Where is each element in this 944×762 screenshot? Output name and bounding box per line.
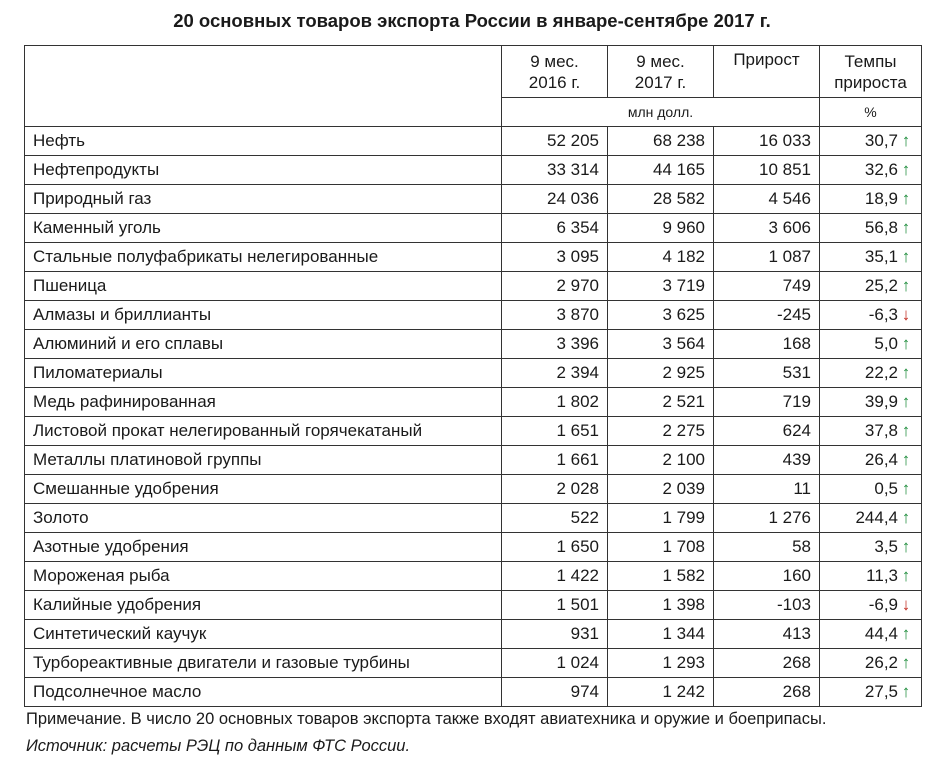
header-rate-line2: прироста — [834, 72, 907, 92]
table-row — [25, 446, 922, 475]
rate-value: 5,0 — [874, 334, 898, 353]
table-row — [25, 591, 922, 620]
value-rate — [820, 446, 922, 475]
product-name: Смешанные удобрения — [25, 475, 502, 504]
value-2016: 2 028 — [502, 475, 608, 504]
header-rate — [820, 46, 922, 98]
value-rate — [820, 272, 922, 301]
table-row — [25, 243, 922, 272]
value-growth: 1 087 — [714, 243, 820, 272]
arrow-up-icon: ↑ — [901, 421, 911, 440]
value-2016: 1 651 — [502, 417, 608, 446]
header-2017-line1: 9 мес. — [636, 51, 685, 71]
product-name: Каменный уголь — [25, 214, 502, 243]
value-rate — [820, 185, 922, 214]
header-name-cell — [25, 46, 502, 127]
table-row — [25, 417, 922, 446]
unit-percent: % — [820, 98, 922, 127]
value-rate — [820, 504, 922, 533]
value-2016: 52 205 — [502, 127, 608, 156]
value-growth: 11 — [714, 475, 820, 504]
table-row — [25, 388, 922, 417]
product-name: Медь рафинированная — [25, 388, 502, 417]
value-growth: 413 — [714, 620, 820, 649]
value-2017: 2 275 — [608, 417, 714, 446]
table-row — [25, 678, 922, 707]
header-2017-line2: 2017 г. — [634, 72, 687, 92]
value-growth: 160 — [714, 562, 820, 591]
rate-value: 44,4 — [864, 624, 898, 643]
value-2017: 44 165 — [608, 156, 714, 185]
arrow-up-icon: ↑ — [901, 653, 911, 672]
arrow-up-icon: ↑ — [901, 247, 911, 266]
arrow-up-icon: ↑ — [901, 131, 911, 150]
arrow-up-icon: ↑ — [901, 450, 911, 469]
header-2016-line2: 2016 г. — [528, 72, 581, 92]
table-row — [25, 330, 922, 359]
value-rate — [820, 243, 922, 272]
value-growth: 10 851 — [714, 156, 820, 185]
rate-value: 0,5 — [874, 479, 898, 498]
unit-money: млн долл. — [502, 98, 820, 127]
value-rate — [820, 649, 922, 678]
table-title: 20 основных товаров экспорта России в январе-сентябре 2017 г. — [173, 10, 771, 31]
value-2017: 1 708 — [608, 533, 714, 562]
value-rate — [820, 388, 922, 417]
value-2016: 1 501 — [502, 591, 608, 620]
rate-value: 35,1 — [864, 247, 898, 266]
product-name: Металлы платиновой группы — [25, 446, 502, 475]
product-name: Нефтепродукты — [25, 156, 502, 185]
value-growth: -103 — [714, 591, 820, 620]
value-rate — [820, 475, 922, 504]
table-row — [25, 156, 922, 185]
value-2016: 3 870 — [502, 301, 608, 330]
product-name: Природный газ — [25, 185, 502, 214]
table-row — [25, 620, 922, 649]
table-row — [25, 301, 922, 330]
value-rate — [820, 533, 922, 562]
value-growth: 3 606 — [714, 214, 820, 243]
rate-value: 18,9 — [864, 189, 898, 208]
value-2017: 1 799 — [608, 504, 714, 533]
arrow-down-icon: ↓ — [901, 305, 911, 324]
product-name: Турбореактивные двигатели и газовые турбины — [25, 649, 502, 678]
arrow-up-icon: ↑ — [901, 189, 911, 208]
product-name: Стальные полуфабрикаты нелегированные — [25, 243, 502, 272]
value-growth: 624 — [714, 417, 820, 446]
value-2017: 1 344 — [608, 620, 714, 649]
value-2017: 1 398 — [608, 591, 714, 620]
arrow-up-icon: ↑ — [901, 160, 911, 179]
rate-value: 22,2 — [864, 363, 898, 382]
value-2017: 2 100 — [608, 446, 714, 475]
rate-value: -6,3 — [868, 305, 898, 324]
value-2016: 3 095 — [502, 243, 608, 272]
arrow-up-icon: ↑ — [901, 682, 911, 701]
product-name: Подсолнечное масло — [25, 678, 502, 707]
product-name: Алюминий и его сплавы — [25, 330, 502, 359]
product-name: Калийные удобрения — [25, 591, 502, 620]
table-row — [25, 504, 922, 533]
table-row — [25, 649, 922, 678]
table-row — [25, 127, 922, 156]
rate-value: 30,7 — [864, 131, 898, 150]
value-growth: -245 — [714, 301, 820, 330]
arrow-up-icon: ↑ — [901, 566, 911, 585]
arrow-up-icon: ↑ — [901, 624, 911, 643]
value-growth: 58 — [714, 533, 820, 562]
header-2016-line1: 9 мес. — [530, 51, 579, 71]
value-rate — [820, 214, 922, 243]
value-2017: 2 925 — [608, 359, 714, 388]
value-growth: 168 — [714, 330, 820, 359]
value-growth: 4 546 — [714, 185, 820, 214]
value-2017: 1 293 — [608, 649, 714, 678]
arrow-down-icon: ↓ — [901, 595, 911, 614]
value-growth: 439 — [714, 446, 820, 475]
value-growth: 16 033 — [714, 127, 820, 156]
header-2016 — [502, 46, 608, 98]
value-2016: 1 661 — [502, 446, 608, 475]
value-2017: 3 719 — [608, 272, 714, 301]
value-rate — [820, 678, 922, 707]
arrow-up-icon: ↑ — [901, 508, 911, 527]
rate-value: 25,2 — [864, 276, 898, 295]
header-2017 — [608, 46, 714, 98]
table-row — [25, 475, 922, 504]
value-2016: 522 — [502, 504, 608, 533]
value-2017: 2 039 — [608, 475, 714, 504]
value-growth: 1 276 — [714, 504, 820, 533]
table-note: Примечание. В число 20 основных товаров экспорта также входят авиатехника и оружие и боеприпасы. — [26, 710, 827, 728]
product-name: Синтетический каучук — [25, 620, 502, 649]
arrow-up-icon: ↑ — [901, 392, 911, 411]
rate-value: 11,3 — [866, 566, 898, 585]
table-source: Источник: расчеты РЭЦ по данным ФТС России. — [26, 737, 411, 755]
value-2017: 1 242 — [608, 678, 714, 707]
value-2016: 974 — [502, 678, 608, 707]
product-name: Азотные удобрения — [25, 533, 502, 562]
value-growth: 749 — [714, 272, 820, 301]
value-2016: 24 036 — [502, 185, 608, 214]
arrow-up-icon: ↑ — [901, 537, 911, 556]
rate-value: 37,8 — [864, 421, 898, 440]
value-2016: 2 970 — [502, 272, 608, 301]
product-name: Мороженая рыба — [25, 562, 502, 591]
value-rate — [820, 359, 922, 388]
value-rate — [820, 417, 922, 446]
product-name: Пшеница — [25, 272, 502, 301]
value-growth: 719 — [714, 388, 820, 417]
value-growth: 268 — [714, 649, 820, 678]
value-rate — [820, 591, 922, 620]
value-growth: 531 — [714, 359, 820, 388]
table-row — [25, 272, 922, 301]
table-row — [25, 533, 922, 562]
value-2016: 931 — [502, 620, 608, 649]
rate-value: 56,8 — [864, 218, 898, 237]
arrow-up-icon: ↑ — [901, 276, 911, 295]
value-rate — [820, 301, 922, 330]
arrow-up-icon: ↑ — [901, 218, 911, 237]
value-growth: 268 — [714, 678, 820, 707]
value-2017: 4 182 — [608, 243, 714, 272]
rate-value: -6,9 — [868, 595, 898, 614]
rate-value: 27,5 — [864, 682, 898, 701]
arrow-up-icon: ↑ — [901, 363, 911, 382]
rate-value: 26,2 — [864, 653, 898, 672]
export-table — [24, 45, 922, 707]
value-rate — [820, 156, 922, 185]
product-name: Алмазы и бриллианты — [25, 301, 502, 330]
rate-value: 3,5 — [874, 537, 898, 556]
header-growth — [714, 46, 820, 98]
product-name: Золото — [25, 504, 502, 533]
rate-value: 39,9 — [864, 392, 898, 411]
product-name: Пиломатериалы — [25, 359, 502, 388]
value-2017: 3 625 — [608, 301, 714, 330]
value-2016: 3 396 — [502, 330, 608, 359]
value-2016: 33 314 — [502, 156, 608, 185]
table-row — [25, 562, 922, 591]
arrow-up-icon: ↑ — [901, 334, 911, 353]
rate-value: 244,4 — [855, 508, 898, 527]
value-2017: 28 582 — [608, 185, 714, 214]
value-2016: 6 354 — [502, 214, 608, 243]
value-2017: 1 582 — [608, 562, 714, 591]
product-name: Нефть — [25, 127, 502, 156]
value-2016: 2 394 — [502, 359, 608, 388]
value-rate — [820, 330, 922, 359]
value-rate — [820, 562, 922, 591]
rate-value: 26,4 — [864, 450, 898, 469]
value-2016: 1 024 — [502, 649, 608, 678]
value-2016: 1 650 — [502, 533, 608, 562]
table-row — [25, 214, 922, 243]
header-row — [25, 46, 922, 98]
header-rate-line1: Темпы — [844, 51, 897, 71]
value-rate — [820, 127, 922, 156]
value-2017: 9 960 — [608, 214, 714, 243]
table-row — [25, 185, 922, 214]
value-2016: 1 802 — [502, 388, 608, 417]
product-name: Листовой прокат нелегированный горячекатаный — [25, 417, 502, 446]
value-rate — [820, 620, 922, 649]
header-growth-label: Прирост — [733, 50, 800, 69]
table-row — [25, 359, 922, 388]
value-2017: 68 238 — [608, 127, 714, 156]
value-2017: 3 564 — [608, 330, 714, 359]
value-2017: 2 521 — [608, 388, 714, 417]
rate-value: 32,6 — [864, 160, 898, 179]
arrow-up-icon: ↑ — [901, 479, 911, 498]
value-2016: 1 422 — [502, 562, 608, 591]
